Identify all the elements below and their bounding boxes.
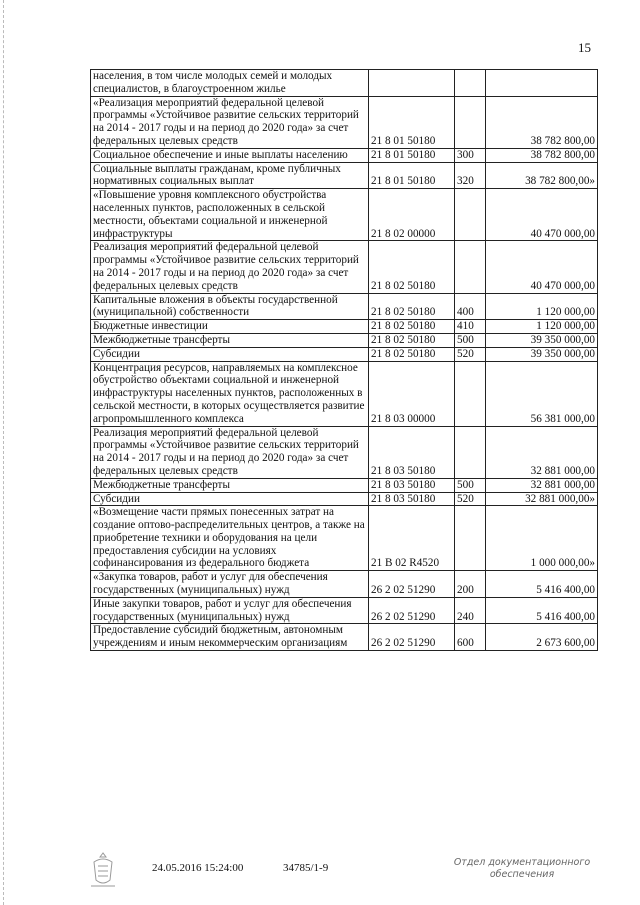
target-article-cell: 21 8 03 50180: [369, 492, 455, 506]
table-row: [91, 426, 598, 478]
table-row: [91, 241, 598, 293]
table-row: [91, 333, 598, 347]
target-article-cell: 21 8 01 50180: [369, 162, 455, 189]
target-article-cell: 21 В 02 R4520: [369, 506, 455, 571]
table-row: [91, 148, 598, 162]
amount-cell: 1 000 000,00»: [486, 506, 598, 571]
expense-type-cell: [455, 96, 486, 148]
expense-type-cell: [455, 361, 486, 426]
target-article-cell: 26 2 02 51290: [369, 597, 455, 624]
target-article-cell: 21 8 02 50180: [369, 347, 455, 361]
expense-type-cell: [455, 506, 486, 571]
row-name-cell: Социальные выплаты гражданам, кроме публичных нормативных социальных выплат: [91, 162, 369, 189]
amount-cell: 1 120 000,00: [486, 293, 598, 320]
target-article-cell: 26 2 02 51290: [369, 571, 455, 598]
footer-datetime: 24.05.2016 15:24:00: [152, 862, 244, 874]
target-article-cell: 21 8 02 50180: [369, 333, 455, 347]
expense-type-cell: [455, 70, 486, 97]
amount-cell: 38 782 800,00: [486, 96, 598, 148]
table-row: [91, 571, 598, 598]
target-article-cell: 21 8 02 50180: [369, 293, 455, 320]
expense-type-cell: [455, 241, 486, 293]
expense-type-cell: 410: [455, 320, 486, 334]
row-name-cell: Предоставление субсидий бюджетным, автономным учреждениям и иным некоммерческим организациям: [91, 624, 369, 651]
target-article-cell: 21 8 02 00000: [369, 189, 455, 241]
row-name-cell: Межбюджетные трансферты: [91, 333, 369, 347]
target-article-cell: [369, 70, 455, 97]
amount-cell: 56 381 000,00: [486, 361, 598, 426]
row-name-cell: Реализация мероприятий федеральной целевой программы «Устойчивое развитие сельских территорий на 2014 - 2017 годы и на период до 2020 года» за счет федеральных целевых средств: [91, 426, 369, 478]
row-name-cell: Иные закупки товаров, работ и услуг для обеспечения государственных (муниципальных) нужд: [91, 597, 369, 624]
table-row: [91, 347, 598, 361]
expense-type-cell: 500: [455, 333, 486, 347]
target-article-cell: 21 8 03 50180: [369, 478, 455, 492]
row-name-cell: Капитальные вложения в объекты государственной (муниципальной) собственности: [91, 293, 369, 320]
table-row: [91, 624, 598, 651]
row-name-cell: Бюджетные инвестиции: [91, 320, 369, 334]
row-name-cell: населения, в том числе молодых семей и молодых специалистов, в благоустроенном жилье: [91, 70, 369, 97]
coat-of-arms-icon: [88, 850, 118, 890]
amount-cell: 40 470 000,00: [486, 189, 598, 241]
amount-cell: 1 120 000,00: [486, 320, 598, 334]
footer-doc-number: 34785/1-9: [283, 862, 329, 874]
table-row: [91, 70, 598, 97]
amount-cell: 39 350 000,00: [486, 333, 598, 347]
amount-cell: 5 416 400,00: [486, 571, 598, 598]
target-article-cell: 21 8 03 50180: [369, 426, 455, 478]
row-name-cell: «Возмещение части прямых понесенных затрат на создание оптово-распределительных центров, а также на приобретение техники и оборудования на цели предоставления субсидии на условиях софинансирования из федерального бюджета: [91, 506, 369, 571]
table-row: [91, 478, 598, 492]
row-name-cell: «Закупка товаров, работ и услуг для обеспечения государственных (муниципальных) нужд: [91, 571, 369, 598]
amount-cell: 2 673 600,00: [486, 624, 598, 651]
expense-type-cell: 200: [455, 571, 486, 598]
amount-cell: 32 881 000,00: [486, 426, 598, 478]
table-row: [91, 597, 598, 624]
expense-type-cell: 520: [455, 492, 486, 506]
target-article-cell: 21 8 01 50180: [369, 96, 455, 148]
target-article-cell: 21 8 03 00000: [369, 361, 455, 426]
table-row: [91, 189, 598, 241]
row-name-cell: Концентрация ресурсов, направляемых на комплексное обустройство объектами социальной и инженерной инфраструктуры населенных пунктов, расположенных в сельской местности, в которых осуществляется развитие агропромышленного комплекса: [91, 361, 369, 426]
budget-table: [90, 69, 598, 651]
row-name-cell: Реализация мероприятий федеральной целевой программы «Устойчивое развитие сельских территорий на 2014 - 2017 годы и на период до 2020 года» за счет федеральных целевых средств: [91, 241, 369, 293]
expense-type-cell: [455, 426, 486, 478]
expense-type-cell: 300: [455, 148, 486, 162]
page-number: 15: [578, 40, 591, 55]
stamp-line-2: обеспечения: [489, 869, 555, 880]
amount-cell: 39 350 000,00: [486, 347, 598, 361]
expense-type-cell: 500: [455, 478, 486, 492]
row-name-cell: Социальное обеспечение и иные выплаты населению: [91, 148, 369, 162]
row-name-cell: «Повышение уровня комплексного обустройства населенных пунктов, расположенных в сельской местности, объектами социальной и инженерной инфраструктуры: [91, 189, 369, 241]
table-row: [91, 162, 598, 189]
table-row: [91, 293, 598, 320]
expense-type-cell: [455, 189, 486, 241]
table-row: [91, 506, 598, 571]
target-article-cell: 21 8 02 50180: [369, 241, 455, 293]
stamp-line-1: Отдел документационного: [453, 857, 591, 868]
expense-type-cell: 400: [455, 293, 486, 320]
row-name-cell: Субсидии: [91, 492, 369, 506]
amount-cell: 5 416 400,00: [486, 597, 598, 624]
table-row: [91, 320, 598, 334]
department-stamp: [452, 857, 592, 881]
row-name-cell: Межбюджетные трансферты: [91, 478, 369, 492]
expense-type-cell: 320: [455, 162, 486, 189]
amount-cell: 38 782 800,00»: [486, 162, 598, 189]
row-name-cell: Субсидии: [91, 347, 369, 361]
expense-type-cell: 600: [455, 624, 486, 651]
target-article-cell: 21 8 02 50180: [369, 320, 455, 334]
table-row: [91, 96, 598, 148]
expense-type-cell: 520: [455, 347, 486, 361]
expense-type-cell: 240: [455, 597, 486, 624]
amount-cell: 32 881 000,00: [486, 478, 598, 492]
amount-cell: 38 782 800,00: [486, 148, 598, 162]
target-article-cell: 26 2 02 51290: [369, 624, 455, 651]
table-row: [91, 492, 598, 506]
target-article-cell: 21 8 01 50180: [369, 148, 455, 162]
row-name-cell: «Реализация мероприятий федеральной целевой программы «Устойчивое развитие сельских территорий на 2014 - 2017 годы и на период до 2020 года» за счет федеральных целевых средств: [91, 96, 369, 148]
amount-cell: [486, 70, 598, 97]
amount-cell: 32 881 000,00»: [486, 492, 598, 506]
amount-cell: 40 470 000,00: [486, 241, 598, 293]
table-row: [91, 361, 598, 426]
scan-edge-line: [3, 0, 4, 905]
